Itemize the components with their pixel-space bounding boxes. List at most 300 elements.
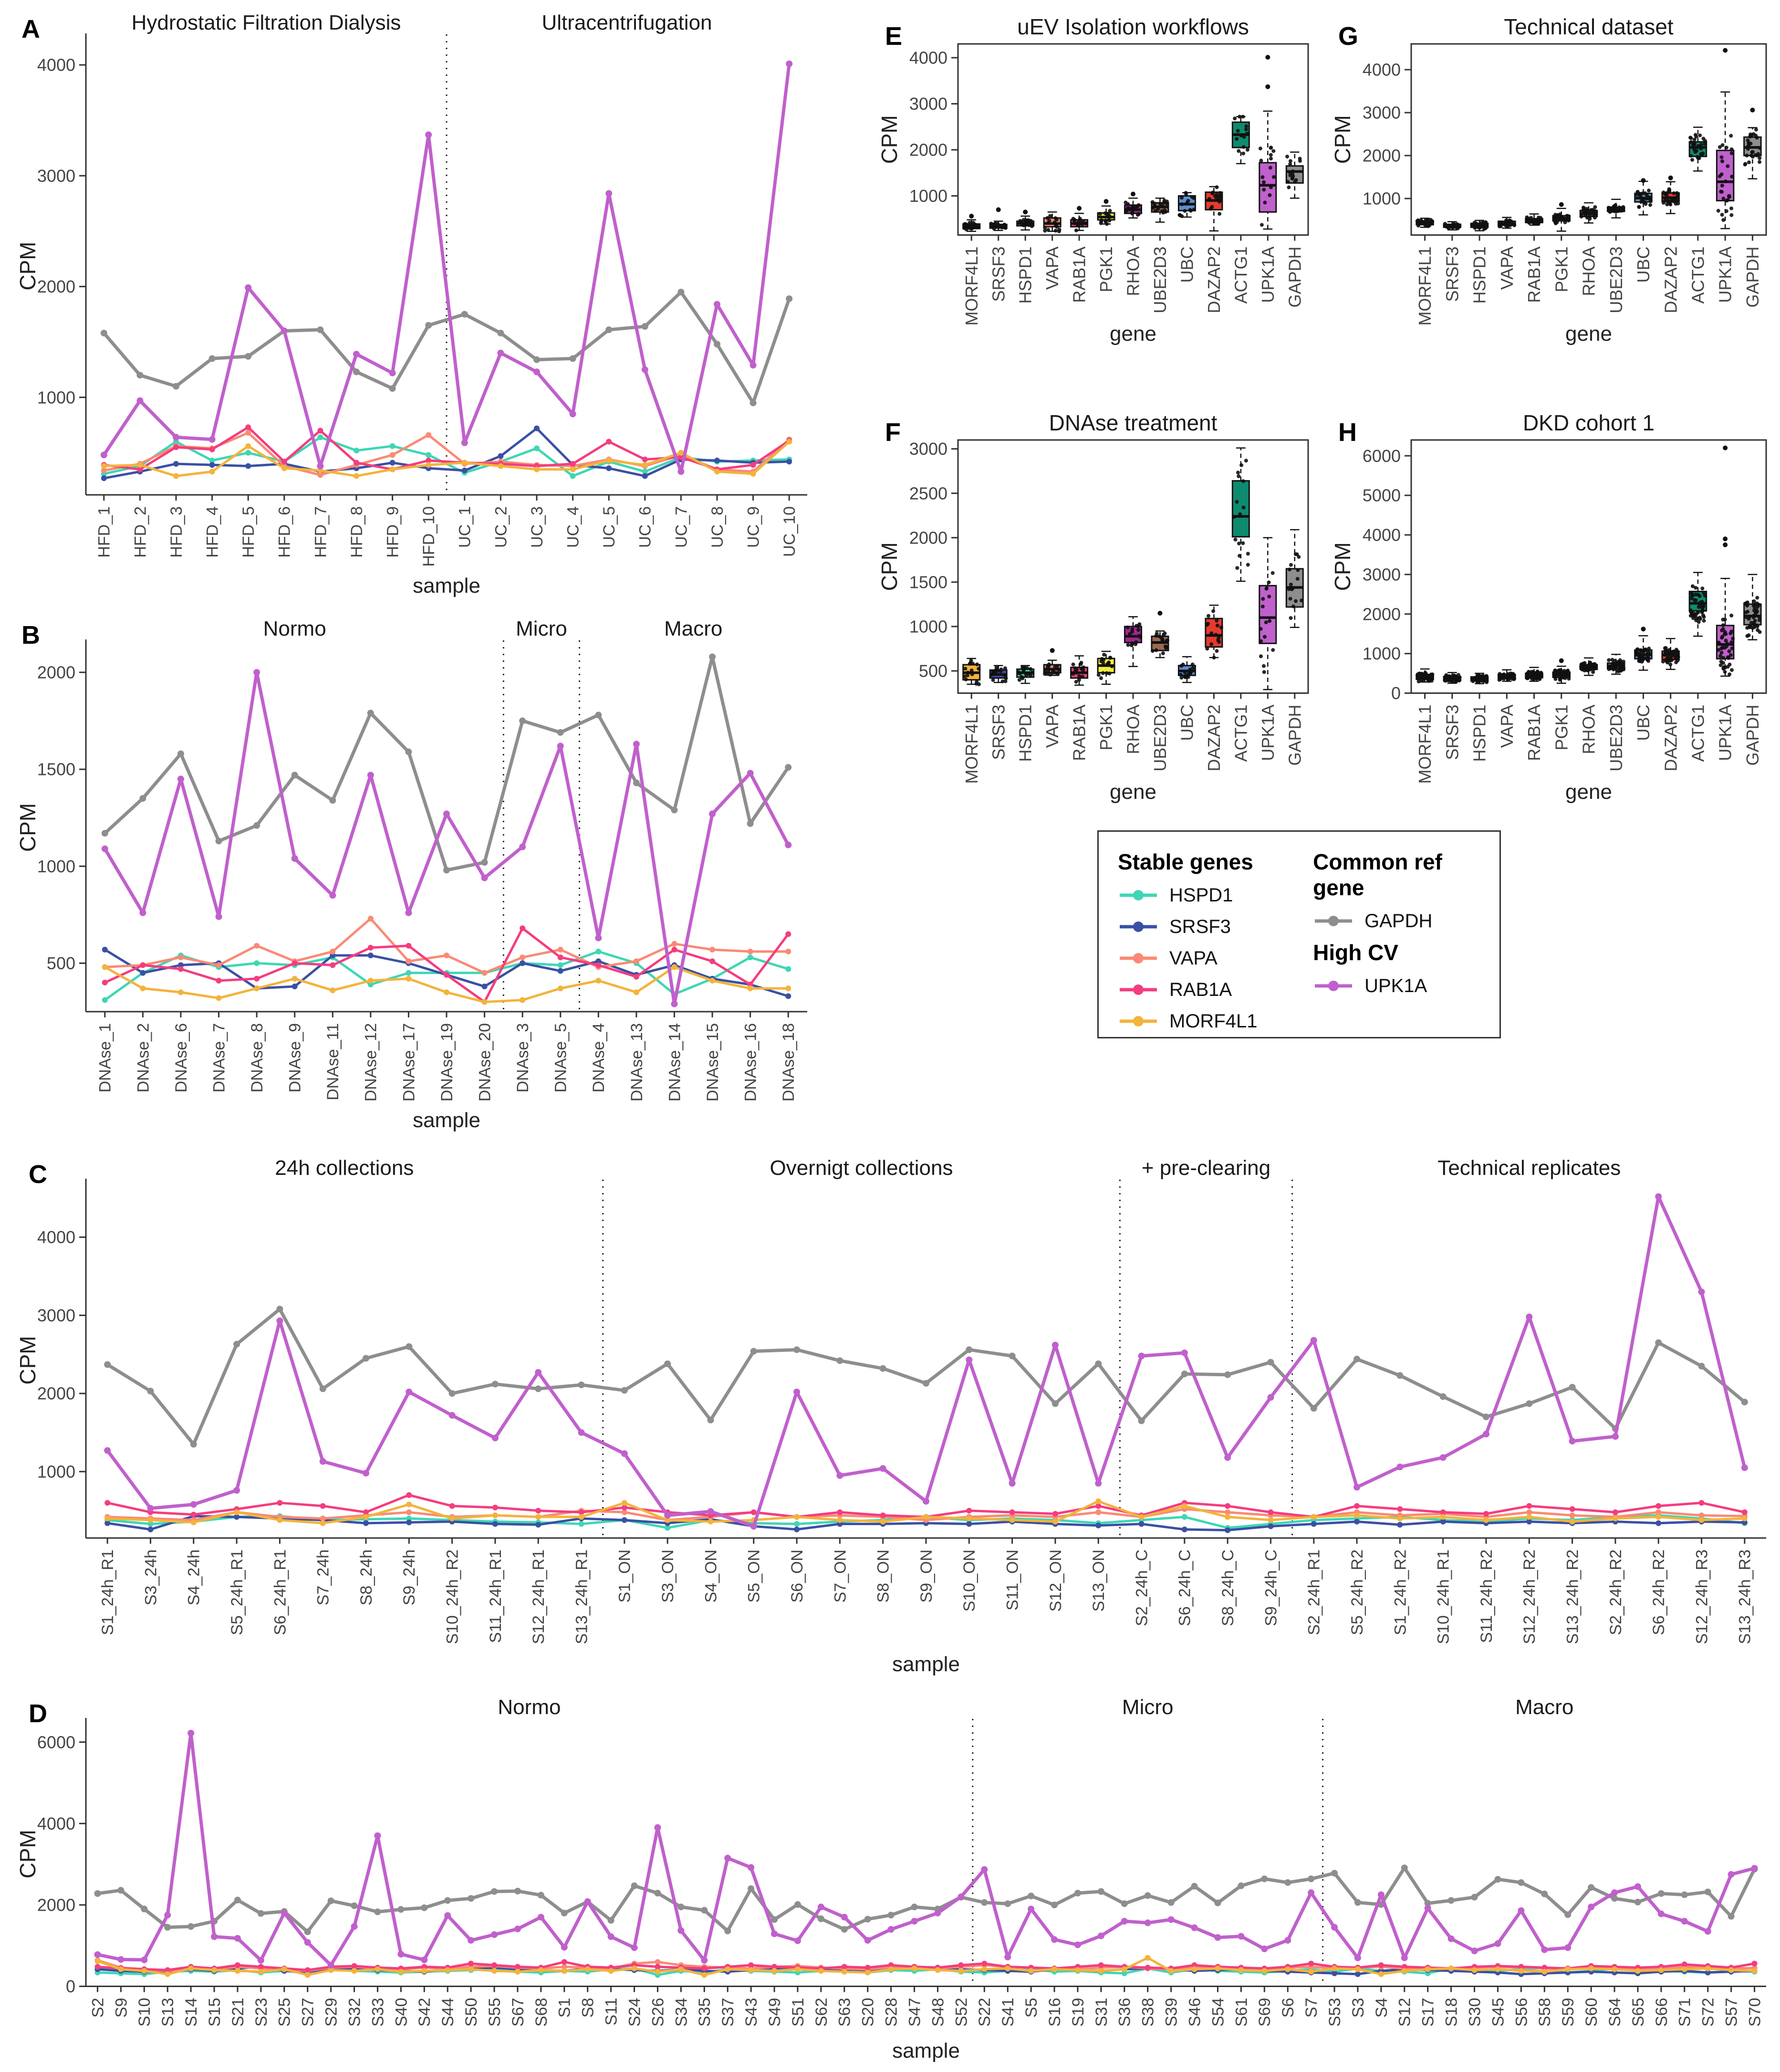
point-RAB1A: [468, 1961, 474, 1967]
point-UPK1A: [1145, 1919, 1151, 1926]
point-UPK1A: [578, 1429, 585, 1436]
point-MORF4L1: [101, 463, 107, 469]
gene-tick-label: UPK1A: [1258, 246, 1278, 303]
point-VAPA: [482, 970, 488, 976]
point-UPK1A: [101, 451, 107, 458]
point-MORF4L1: [1168, 1968, 1174, 1974]
point-UPK1A: [709, 811, 716, 817]
point-MORF4L1: [748, 985, 753, 991]
point-UPK1A: [677, 1927, 684, 1934]
point-GAPDH: [1168, 1899, 1175, 1906]
x-tick-label: S5: [1022, 1998, 1041, 2018]
point-UPK1A: [584, 1898, 591, 1905]
point-SRSF3: [1655, 1520, 1661, 1526]
point-SRSF3: [140, 970, 146, 976]
gene-tick-label: VAPA: [1497, 704, 1517, 748]
point-GAPDH: [514, 1888, 521, 1894]
svg-text:3000: 3000: [1362, 565, 1401, 585]
point-RAB1A: [1098, 1962, 1104, 1968]
point-RAB1A: [209, 447, 215, 452]
point-UPK1A: [187, 1730, 194, 1737]
x-tick-label: S26: [649, 1998, 667, 2027]
point-GAPDH: [748, 1885, 754, 1892]
point-GAPDH: [1541, 1891, 1548, 1897]
point-RAB1A: [570, 461, 576, 467]
point-MORF4L1: [178, 989, 184, 995]
x-tick-label: S66: [1652, 1998, 1671, 2027]
point-UPK1A: [923, 1498, 929, 1505]
x-tick-label: UC_8: [708, 506, 727, 548]
point-MORF4L1: [709, 978, 715, 984]
outlier-UPK1A: [1265, 84, 1270, 89]
point-MORF4L1: [534, 467, 540, 472]
x-tick-label: HFD_3: [167, 506, 186, 558]
x-tick-label: S53: [1325, 1998, 1344, 2027]
point-UPK1A: [724, 1855, 731, 1862]
x-tick-label: S2: [89, 1998, 107, 2018]
x-tick-label: HFD_9: [384, 506, 402, 558]
point-UPK1A: [785, 842, 791, 848]
svg-text:2000: 2000: [909, 140, 947, 160]
panel-g-plot: [1331, 14, 1775, 348]
point-SRSF3: [492, 1521, 498, 1527]
legend-item-SRSF3: [1118, 911, 1313, 942]
panel-a-plot: [14, 10, 821, 601]
point-SRSF3: [534, 426, 540, 431]
point-MORF4L1: [888, 1967, 894, 1972]
outlier-VAPA: [1050, 648, 1055, 653]
point-UPK1A: [1494, 1940, 1501, 1947]
point-GAPDH: [1224, 1371, 1231, 1378]
point-RAB1A: [562, 1959, 567, 1965]
gene-tick-label: RAB1A: [1524, 246, 1544, 303]
point-MORF4L1: [632, 1966, 637, 1971]
x-tick-label: S11: [602, 1998, 621, 2026]
point-UPK1A: [190, 1501, 197, 1508]
point-GAPDH: [709, 653, 716, 660]
point-UPK1A: [1564, 1944, 1571, 1951]
panel-title: Technical dataset: [1504, 14, 1674, 39]
point-UPK1A: [491, 1931, 498, 1938]
x-tick-label: S20: [859, 1998, 877, 2027]
section-title: Overnigt collections: [770, 1156, 953, 1180]
point-GAPDH: [1214, 1900, 1221, 1906]
point-GAPDH: [786, 295, 792, 302]
point-UPK1A: [281, 1910, 288, 1916]
point-GAPDH: [1448, 1897, 1455, 1904]
point-MORF4L1: [330, 987, 335, 993]
point-UPK1A: [177, 775, 184, 782]
point-SRSF3: [1095, 1523, 1101, 1528]
section-title: 24h collections: [275, 1156, 414, 1180]
point-GAPDH: [94, 1890, 101, 1897]
point-SRSF3: [1332, 1970, 1337, 1976]
gene-legend: [1097, 830, 1501, 1038]
x-tick-label: S5_24h_R2: [1348, 1549, 1366, 1635]
point-GAPDH: [664, 1360, 671, 1367]
point-MORF4L1: [1095, 1498, 1101, 1504]
gene-tick-label: MORF4L1: [1415, 246, 1435, 326]
point-GAPDH: [793, 1346, 800, 1353]
point-GAPDH: [173, 383, 179, 389]
point-GAPDH: [1331, 1870, 1338, 1876]
point-GAPDH: [1004, 1900, 1011, 1907]
x-tick-label: S6_ON: [788, 1549, 806, 1603]
point-MORF4L1: [1332, 1966, 1337, 1971]
x-tick-label: HFD_6: [275, 506, 294, 558]
point-GAPDH: [1267, 1359, 1274, 1366]
panel-c-plot: [14, 1155, 1780, 1680]
point-GAPDH: [425, 322, 432, 329]
point-UPK1A: [707, 1508, 714, 1515]
x-tick-label: S6_24h_R2: [1650, 1549, 1668, 1635]
point-GAPDH: [351, 1903, 358, 1909]
series-line-UPK1A: [97, 1733, 1754, 1965]
point-MORF4L1: [94, 1958, 100, 1964]
point-GAPDH: [397, 1906, 404, 1913]
point-RAB1A: [1010, 1509, 1015, 1515]
outlier-RHOA: [1131, 192, 1135, 197]
point-MORF4L1: [102, 964, 108, 970]
point-GAPDH: [642, 323, 648, 330]
x-tick-label: S23: [252, 1998, 271, 2027]
point-MORF4L1: [209, 469, 215, 474]
x-tick-label: DNAse_13: [627, 1023, 646, 1102]
point-VAPA: [330, 949, 335, 954]
point-RAB1A: [140, 962, 146, 968]
point-MORF4L1: [538, 1967, 544, 1973]
point-GAPDH: [492, 1381, 499, 1387]
gene-tick-label: MORF4L1: [961, 704, 981, 784]
x-tick-label: DNAse_3: [514, 1023, 532, 1093]
svg-text:0: 0: [1391, 683, 1401, 703]
gene-tick-label: ACTG1: [1688, 246, 1708, 304]
x-tick-label: S63: [835, 1998, 854, 2027]
point-RAB1A: [1655, 1503, 1661, 1509]
point-MORF4L1: [1311, 1514, 1317, 1520]
x-tick-label: S46: [1186, 1998, 1204, 2027]
gene-tick-label: HSPD1: [1469, 704, 1489, 762]
point-UPK1A: [1311, 1337, 1317, 1344]
x-tick-label: S25: [275, 1998, 294, 2027]
x-tick-label: UC_5: [600, 506, 619, 548]
y-axis-title: CPM: [1331, 115, 1355, 164]
point-MORF4L1: [368, 978, 374, 984]
point-MORF4L1: [912, 1966, 917, 1971]
point-GAPDH: [141, 1905, 147, 1912]
point-UPK1A: [444, 1912, 451, 1919]
point-GAPDH: [461, 311, 468, 318]
point-MORF4L1: [535, 1514, 541, 1520]
x-tick-label: UC_4: [564, 506, 583, 548]
legend-header: High CV: [1313, 940, 1398, 965]
point-UPK1A: [535, 1369, 541, 1376]
point-MORF4L1: [305, 1972, 311, 1978]
x-tick-label: DNAse_15: [703, 1023, 722, 1102]
point-SRSF3: [102, 947, 108, 952]
point-SRSF3: [173, 461, 179, 467]
point-MORF4L1: [1010, 1517, 1015, 1523]
point-SRSF3: [101, 475, 107, 481]
point-RAB1A: [1308, 1961, 1314, 1967]
point-MORF4L1: [406, 1502, 412, 1507]
point-UPK1A: [405, 910, 412, 916]
point-UPK1A: [1074, 1941, 1081, 1948]
x-tick-label: S21: [229, 1998, 247, 2027]
point-GAPDH: [557, 729, 564, 736]
gene-tick-label: DAZAP2: [1661, 704, 1681, 772]
svg-text:2000: 2000: [37, 277, 75, 297]
point-GAPDH: [1564, 1911, 1571, 1918]
point-UPK1A: [1526, 1314, 1532, 1320]
x-tick-label: S47: [906, 1998, 924, 2027]
point-MORF4L1: [750, 471, 756, 477]
panel-label-a: A: [21, 15, 40, 43]
x-tick-label: S12: [1395, 1998, 1414, 2027]
x-tick-label: S31: [1092, 1998, 1111, 2027]
point-UPK1A: [654, 1824, 661, 1831]
point-VAPA: [178, 954, 184, 960]
legend-marker-SRSF3: [1118, 919, 1159, 935]
gene-tick-label: UPK1A: [1715, 246, 1735, 303]
point-SRSF3: [1182, 1527, 1187, 1532]
legend-item-RAB1A: [1118, 974, 1313, 1005]
point-GAPDH: [1401, 1864, 1408, 1871]
x-tick-label: S2_24h_R1: [1305, 1549, 1323, 1635]
point-RAB1A: [320, 1503, 326, 1509]
gene-tick-label: UBC: [1177, 246, 1197, 283]
point-MORF4L1: [398, 1969, 404, 1975]
point-UPK1A: [836, 1472, 843, 1479]
point-MORF4L1: [320, 1520, 326, 1526]
x-tick-label: S3: [1349, 1998, 1367, 2018]
point-RAB1A: [1145, 1965, 1151, 1970]
point-RAB1A: [655, 1964, 660, 1970]
point-HSPD1: [794, 1521, 800, 1527]
gene-tick-label: VAPA: [1042, 246, 1062, 290]
point-UPK1A: [1095, 1480, 1102, 1486]
point-UPK1A: [102, 846, 108, 852]
point-MORF4L1: [235, 1968, 240, 1974]
point-RAB1A: [173, 444, 179, 450]
point-UPK1A: [1588, 1904, 1594, 1910]
y-axis-title: CPM: [1331, 542, 1355, 591]
point-GAPDH: [1051, 1902, 1058, 1908]
x-tick-label: S27: [299, 1998, 317, 2027]
panel-label-h: H: [1338, 418, 1357, 447]
x-tick-label: S13_ON: [1090, 1549, 1108, 1612]
point-HSPD1: [426, 452, 431, 458]
point-UPK1A: [701, 1957, 708, 1964]
point-RAB1A: [642, 457, 648, 462]
point-UPK1A: [1181, 1350, 1188, 1356]
point-MORF4L1: [1261, 1968, 1267, 1974]
x-tick-label: DNAse_9: [286, 1023, 304, 1093]
x-tick-label: S9_24h_C: [1262, 1549, 1280, 1626]
point-VAPA: [368, 916, 374, 921]
point-RAB1A: [258, 1964, 264, 1970]
point-UPK1A: [633, 741, 640, 747]
point-MORF4L1: [1378, 1971, 1384, 1977]
outlier-MORF4L1: [969, 214, 974, 219]
point-GAPDH: [701, 1907, 708, 1914]
x-tick-label: S58: [1536, 1998, 1554, 2027]
gene-tick-label: UBE2D3: [1150, 704, 1170, 772]
legend-item-UPK1A: [1313, 970, 1495, 1002]
point-UPK1A: [233, 1487, 240, 1494]
x-tick-label: S3_24h: [142, 1549, 160, 1606]
point-SRSF3: [1354, 1519, 1360, 1525]
point-UPK1A: [1191, 1925, 1198, 1931]
x-tick-label: S64: [1605, 1998, 1624, 2027]
x-tick-label: DNAse_1: [96, 1023, 115, 1093]
y-axis-title: CPM: [878, 542, 902, 591]
point-RAB1A: [701, 1966, 707, 1971]
point-GAPDH: [1028, 1893, 1034, 1899]
point-MORF4L1: [188, 1966, 194, 1971]
gene-tick-label: RAB1A: [1069, 704, 1089, 761]
point-UPK1A: [621, 1450, 628, 1457]
y-axis-title: CPM: [878, 115, 902, 164]
point-SRSF3: [482, 984, 488, 989]
point-MORF4L1: [1182, 1503, 1187, 1509]
x-tick-label: S7_ON: [831, 1549, 850, 1603]
point-GAPDH: [1705, 1889, 1711, 1895]
point-MORF4L1: [173, 473, 179, 479]
point-GAPDH: [864, 1916, 871, 1923]
point-UPK1A: [631, 1944, 638, 1951]
point-GAPDH: [1518, 1879, 1524, 1886]
x-tick-label: HFD_8: [347, 506, 366, 558]
point-GAPDH: [1396, 1372, 1403, 1379]
box-UPK1A: [1260, 163, 1276, 212]
point-GAPDH: [794, 1901, 801, 1908]
point-VAPA: [406, 1509, 412, 1515]
panel-label-d: D: [29, 1699, 47, 1728]
point-UPK1A: [1261, 1946, 1268, 1952]
x-tick-label: DNAse_17: [400, 1023, 418, 1102]
gene-tick-label: SRSF3: [1442, 704, 1462, 760]
point-MORF4L1: [277, 1517, 282, 1523]
svg-text:2000: 2000: [1362, 604, 1401, 624]
point-GAPDH: [147, 1388, 154, 1394]
point-UPK1A: [1353, 1484, 1360, 1491]
x-tick-label: S45: [1489, 1998, 1508, 2027]
x-tick-label: DNAse_5: [552, 1023, 570, 1093]
point-UPK1A: [561, 1944, 568, 1951]
point-MORF4L1: [1752, 1968, 1758, 1974]
x-tick-label: S33: [369, 1998, 387, 2027]
point-UPK1A: [1612, 1433, 1619, 1440]
point-SRSF3: [558, 968, 563, 974]
point-UPK1A: [1698, 1288, 1705, 1295]
point-UPK1A: [1238, 1933, 1244, 1940]
point-GAPDH: [1095, 1360, 1102, 1367]
point-HSPD1: [317, 434, 323, 440]
point-RAB1A: [444, 972, 449, 978]
x-tick-label: S3_ON: [659, 1549, 677, 1603]
point-UPK1A: [328, 1962, 334, 1968]
point-UPK1A: [421, 1957, 427, 1963]
section-title: Normo: [498, 1695, 561, 1719]
point-RAB1A: [709, 958, 715, 964]
x-tick-label: S6_24h_R1: [271, 1549, 290, 1635]
point-GAPDH: [117, 1887, 124, 1894]
point-MORF4L1: [678, 1967, 684, 1972]
x-tick-label: S49: [765, 1998, 784, 2027]
point-UPK1A: [173, 434, 179, 440]
point-GAPDH: [1052, 1400, 1059, 1407]
point-UPK1A: [841, 1914, 848, 1920]
x-tick-label: S11_24h_R2: [1477, 1549, 1496, 1643]
point-SRSF3: [498, 453, 503, 459]
point-HSPD1: [1182, 1514, 1187, 1520]
legend-item-MORF4L1: [1118, 1005, 1313, 1037]
svg-text:1000: 1000: [37, 1462, 75, 1482]
point-GAPDH: [190, 1441, 197, 1448]
svg-text:3000: 3000: [909, 439, 947, 459]
point-UPK1A: [1214, 1934, 1221, 1941]
x-tick-label: S12_24h_R2: [1520, 1549, 1539, 1644]
point-RAB1A: [671, 947, 677, 952]
x-tick-label: S30: [1466, 1998, 1484, 2027]
x-tick-label: UC_3: [528, 506, 546, 548]
point-MORF4L1: [406, 976, 411, 982]
point-GAPDH: [367, 710, 374, 716]
point-UPK1A: [397, 1951, 404, 1957]
point-GAPDH: [1354, 1899, 1361, 1906]
point-GAPDH: [443, 867, 450, 873]
point-GAPDH: [1261, 1875, 1268, 1882]
point-UPK1A: [771, 1930, 778, 1937]
x-tick-label: S11_24h_R1: [486, 1549, 505, 1643]
point-MORF4L1: [1699, 1517, 1705, 1523]
gene-tick-label: RHOA: [1123, 704, 1143, 754]
point-MORF4L1: [1588, 1966, 1594, 1971]
point-HSPD1: [595, 949, 601, 954]
box-UPK1A: [1260, 586, 1276, 643]
point-HSPD1: [579, 1521, 584, 1527]
point-UPK1A: [443, 811, 450, 817]
point-SRSF3: [390, 460, 396, 466]
point-HSPD1: [245, 450, 251, 456]
point-SRSF3: [642, 473, 648, 479]
point-MORF4L1: [520, 997, 525, 1003]
point-UPK1A: [570, 410, 576, 417]
point-MORF4L1: [1635, 1968, 1641, 1974]
point-SRSF3: [794, 1527, 800, 1532]
point-GAPDH: [136, 372, 143, 378]
point-VAPA: [558, 947, 563, 952]
point-MORF4L1: [795, 1967, 801, 1972]
point-MORF4L1: [137, 462, 143, 468]
point-MORF4L1: [118, 1967, 124, 1972]
panel-d-line-chart: [14, 1694, 1780, 2066]
point-SRSF3: [1355, 1971, 1361, 1977]
point-GAPDH: [608, 1917, 614, 1924]
gene-tick-label: RAB1A: [1069, 246, 1089, 303]
gene-tick-label: UBE2D3: [1150, 246, 1170, 314]
point-GAPDH: [317, 326, 323, 333]
point-GAPDH: [747, 820, 754, 827]
point-UPK1A: [117, 1956, 124, 1963]
point-UPK1A: [880, 1465, 886, 1472]
point-RAB1A: [1752, 1961, 1758, 1967]
legend-columns: [1118, 846, 1495, 1037]
point-MORF4L1: [363, 1514, 369, 1520]
y-axis-title: CPM: [15, 241, 40, 291]
gene-tick-label: GAPDH: [1285, 246, 1305, 308]
